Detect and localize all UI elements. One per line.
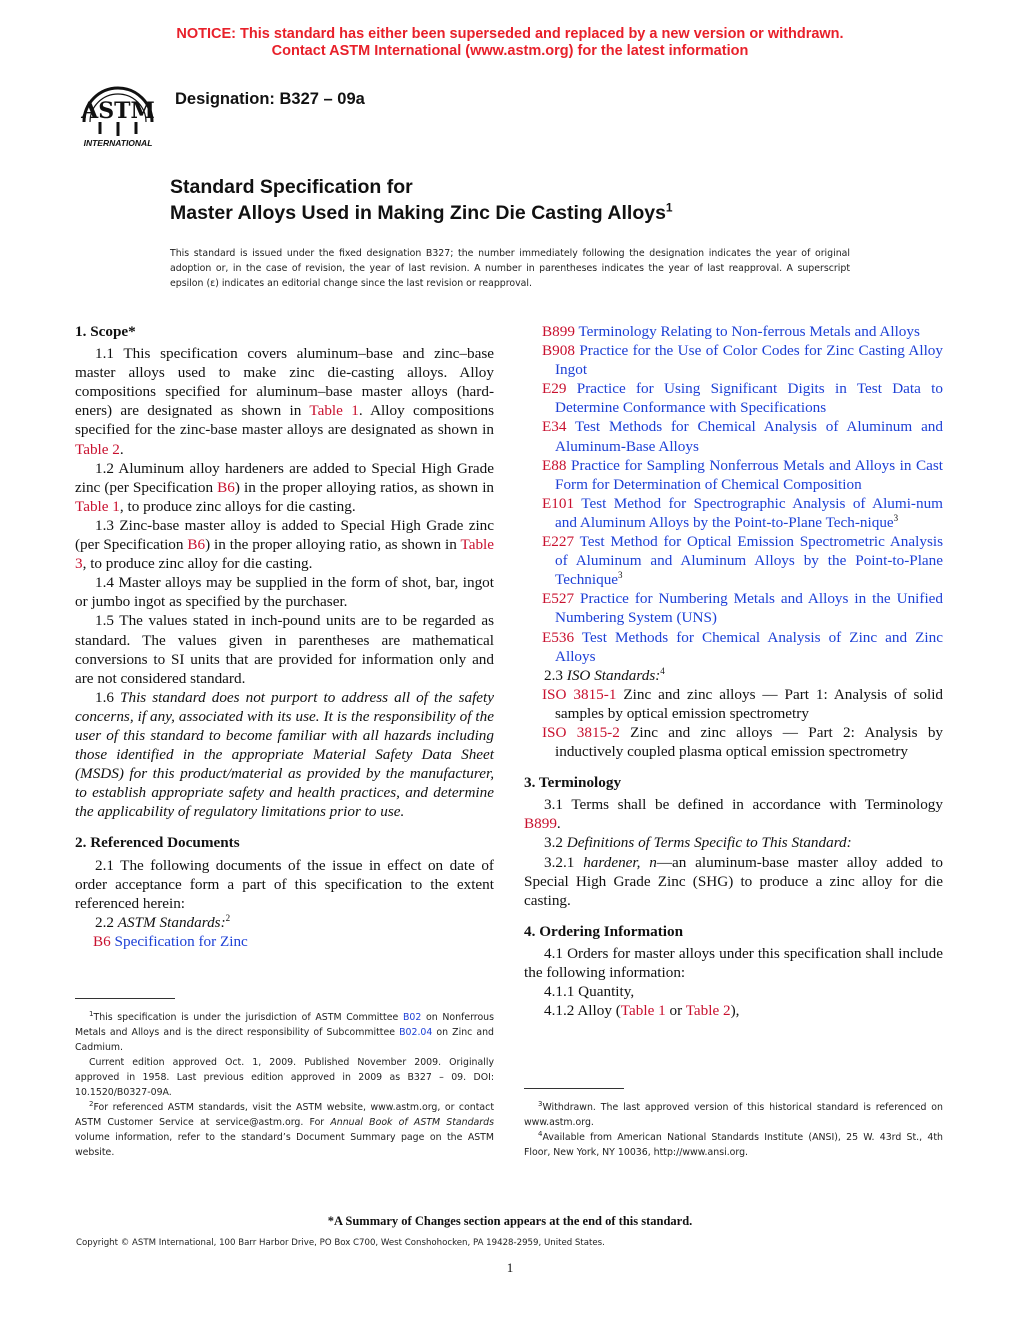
copyright-line: Copyright © ASTM International, 100 Barr Harbor Drive, PO Box C700, West Conshohocken, PA 19428-2959, United States.	[76, 1238, 605, 1248]
footnote-3: $^3$Withdrawn. The last approved version of this historical standard is referenced on www.astm.org.	[524, 1099, 943, 1128]
section-3-heading: 3. Terminology	[524, 774, 622, 792]
table-2-link[interactable]: Table 2	[75, 440, 120, 458]
notice-line-1: NOTICE: This standard has either been superseded and replaced by a new version or withdrawn.	[176, 26, 844, 42]
table-1-link[interactable]: Table 1	[309, 402, 359, 420]
paragraph-1-3: 1.3 Zinc-base master alloy is added to Special High Grade zinc (per Specification B6) in the proper alloying ratio, as shown in Table 3, to produce zinc alloy for die casting.	[75, 516, 494, 573]
footnotes-left	[75, 1010, 494, 1160]
paragraph-1-6: 1.6 This standard does not purport to address all of the safety concerns, if any, associated with its use. It is the responsibility of the user of this standard to become familiar with all hazards including those identified in the appropriate Material Safety Data Sheet (MSDS) for this product/material as provided by the manufacturer, to establish appropriate safety and health practices, and determine the applicability of regulatory limitations prior to use.	[75, 688, 495, 821]
paragraph-3-1: 3.1 Terms shall be defined in accordance with Terminology B899.	[524, 796, 943, 833]
table-1-link[interactable]: Table 1	[75, 497, 120, 515]
footnote-2: $^2$For referenced ASTM standards, visit the ASTM website, www.astm.org, or contact ASTM Customer Service at service@astm.org. For Annual Book of ASTM Standards volume information, refer to the standard’s Document Summary page on the ASTM website.	[75, 1099, 494, 1158]
b02-04-link[interactable]: B02.04	[399, 1027, 433, 1038]
footnote-rule-left	[75, 998, 175, 999]
intro-paragraph: This standard is issued under the fixed designation B327; the number immediately following the designation indicates the year of original adoption or, in the case of revision, the year of last revision. A number in parentheses indicates the year of last reapproval. A superscript epsilon (ε) indicates an editorial change since the last revision or reapproval.	[170, 248, 850, 289]
table-1-link[interactable]: Table 1	[620, 1002, 666, 1020]
paragraph-1-2: 1.2 Aluminum alloy hardeners are added to Special High Grade zinc (per Specification B6) in the proper alloying ratios, as shown in Table 1, to produce zinc alloys for die casting.	[75, 459, 495, 515]
notice-line-2: Contact ASTM International (www.astm.org) for the latest information	[271, 43, 749, 59]
astm-international-logo	[76, 74, 160, 150]
b6-link[interactable]: B6	[217, 478, 235, 496]
iso-references-list	[524, 685, 943, 761]
reference-e34[interactable]: E34 Test Methods for Chemical Analysis of Aluminum and Aluminum-Base Alloys	[542, 418, 943, 455]
paragraph-3-2-1: 3.2.1 hardener, n—an aluminum-base master alloy added to Special High Grade Zinc (SHG) to produce a zinc alloy for die casting.	[524, 853, 943, 909]
logo-text: INTERNATIONAL	[83, 138, 153, 148]
footnote-1: $^1$This specification is under the jurisdiction of ASTM Committee B02 on Nonferrous Metals and Alloys and is the direct responsibility of Subcommittee B02.04 on Zinc and Cadmium.	[75, 1009, 495, 1053]
section-1-heading: 1. Scope*	[75, 323, 136, 340]
right-column	[524, 322, 943, 1020]
left-column	[75, 322, 494, 951]
footnote-rule-right	[524, 1088, 624, 1089]
paragraph-1-5: 1.5 The values stated in inch-pound units are to be regarded as standard. The values given in parentheses are mathematical conversions to SI units that are provided for information only and are not considered standard.	[75, 612, 494, 687]
astm-logo-icon	[76, 74, 160, 150]
reference-e527[interactable]: E527 Practice for Numbering Metals and Alloys in the Unified Numbering System (UNS)	[542, 590, 944, 627]
paragraph-4-1: 4.1 Orders for master alloys under this specification shall include the following information:	[524, 944, 943, 981]
reference-iso-1[interactable]: ISO 3815-1 Zinc and zinc alloys — Part 1: Analysis of solid samples by optical emission spectrometry	[542, 685, 944, 722]
designation: Designation: B327 – 09a	[175, 90, 365, 108]
table-3-link[interactable]: Table 3	[75, 536, 494, 573]
b6-link[interactable]: B6	[187, 536, 206, 554]
reference-e101[interactable]: E101 Test Method for Spectrographic Analysis of Alumi-num and Aluminum Alloys by the Point-to-Plane Tech-nique$^3$	[542, 494, 943, 531]
paragraph-2-2: 2.2 ASTM Standards:$^2$	[95, 912, 231, 931]
title-line-2: Master Alloys Used in Making Zinc Die Casting Alloys$^1$	[170, 200, 673, 224]
section-2-heading: 2. Referenced Documents	[75, 834, 240, 852]
b899-link[interactable]: B899	[524, 815, 557, 833]
paragraph-2-1: 2.1 The following documents of the issue in effect on date of order acceptance form a part of this specification to the extent referenced herein:	[75, 856, 494, 912]
reference-e536[interactable]: E536 Test Methods for Chemical Analysis of Zinc and Zinc Alloys	[542, 628, 943, 665]
reference-e227[interactable]: E227 Test Method for Optical Emission Spectrometric Analysis of Aluminum and Aluminum Alloys by the Point-to-Plane Technique$^3$	[542, 533, 943, 589]
title-footnote-ref[interactable]: 1	[665, 200, 673, 215]
paragraph-1-1: 1.1 This specification covers aluminum–base and zinc–base master alloys used to make zinc die-casting alloys. Alloy compositions specified for aluminum–base master alloys (hard-eners) are designated as shown in Table 1. Alloy compositions specified for the zinc-base master alloys are designated as shown in Table 2.	[75, 345, 495, 458]
svg-text:ASTM: ASTM	[81, 98, 155, 124]
withdrawal-notice	[0, 26, 1020, 60]
reference-e88[interactable]: E88 Practice for Sampling Nonferrous Metals and Alloys in Cast Form for Determination of Chemical Composition	[542, 456, 943, 493]
reference-b908[interactable]: B908 Practice for the Use of Color Codes for Zinc Casting Alloy Ingot	[542, 342, 943, 379]
summary-of-changes-note: *A Summary of Changes section appears at the end of this standard.	[327, 1214, 693, 1228]
paragraph-3-2: 3.2 Definitions of Terms Specific to This Standard:	[544, 834, 852, 852]
section-4-heading: 4. Ordering Information	[524, 922, 684, 940]
b02-link[interactable]: B02	[402, 1012, 422, 1023]
paragraph-4-1-1: 4.1.1 Quantity,	[544, 983, 635, 1001]
reference-b6[interactable]: B6 Specification for Zinc	[93, 932, 248, 950]
title-line-1: Standard Specification for	[170, 176, 413, 198]
document-title	[170, 174, 673, 226]
page-number: 1	[506, 1260, 514, 1275]
reference-iso-2[interactable]: ISO 3815-2 Zinc and zinc alloys — Part 2: Analysis by inductively coupled plasma optical emission spectrometry	[542, 723, 944, 761]
paragraph-2-3: 2.3 ISO Standards:$^4$	[544, 665, 665, 684]
paragraph-4-1-2: 4.1.2 Alloy (Table 1 or Table 2),	[544, 1002, 740, 1020]
astm-references-list	[524, 322, 943, 666]
reference-b899[interactable]: B899 Terminology Relating to Non-ferrous Metals and Alloys	[542, 323, 920, 340]
reference-e29[interactable]: E29 Practice for Using Significant Digits in Test Data to Determine Conformance with Specifications	[542, 380, 943, 417]
footnotes-right	[524, 1100, 943, 1160]
footnote-1-edition: Current edition approved Oct. 1, 2009. Published November 2009. Originally approved in 1958. Last previous edition approved in 2009 as B327 – 09. DOI: 10.1520/B0327-09A.	[75, 1057, 494, 1098]
paragraph-1-4: 1.4 Master alloys may be supplied in the form of shot, bar, ingot or jumbo ingot as specified by the purchaser.	[75, 574, 494, 611]
footnote-4: $^4$Available from American National Standards Institute (ANSI), 25 W. 43rd St., 4th Floor, New York, NY 10036, http://www.ansi.org.	[524, 1129, 943, 1158]
table-2-link[interactable]: Table 2	[685, 1002, 731, 1020]
